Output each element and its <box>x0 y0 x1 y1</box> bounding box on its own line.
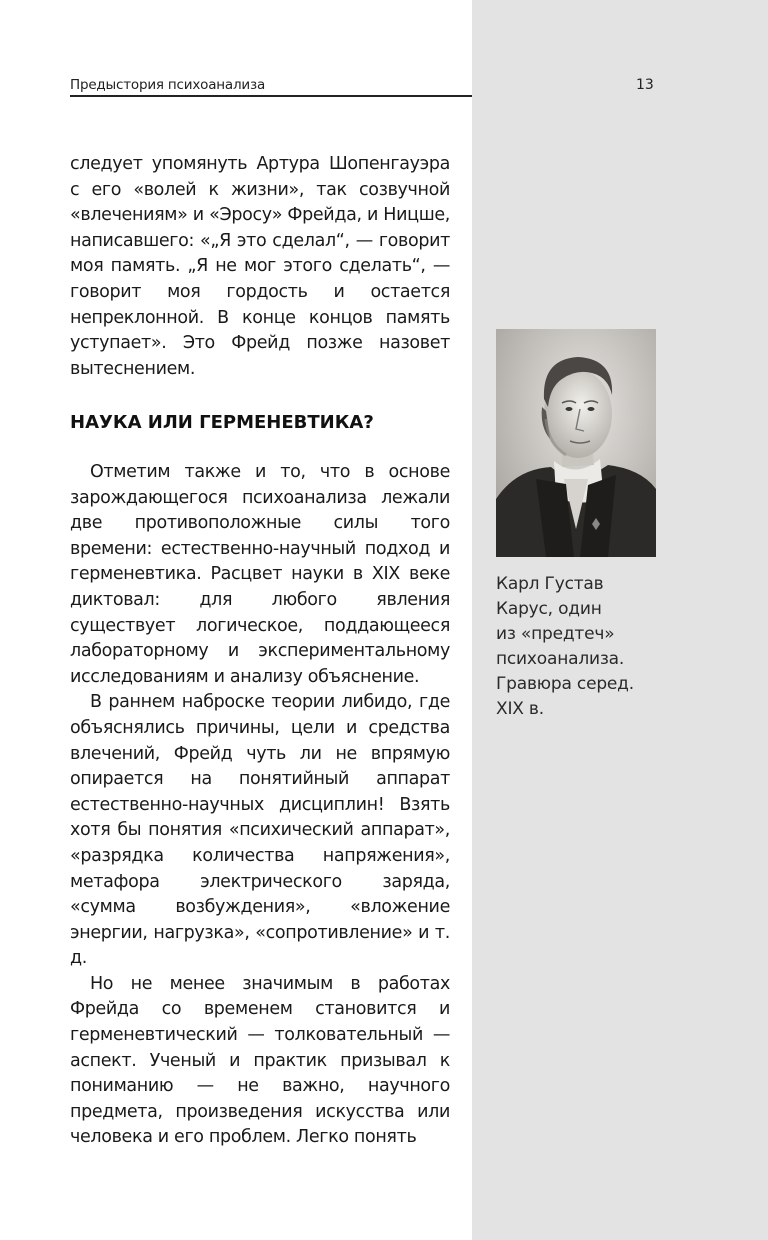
section-heading: НАУКА ИЛИ ГЕРМЕНЕВТИКА? <box>70 412 374 433</box>
portrait-caption <box>496 572 666 722</box>
portrait-engraving <box>496 329 656 557</box>
header-rule <box>70 95 472 97</box>
caption-line: Карус, один <box>496 599 602 619</box>
running-head-title: Предыстория психоанализа <box>70 77 266 93</box>
caption-line: психоанализа. <box>496 649 625 669</box>
paragraph: Но не менее значимым в работах Фрейда со временем становится и герменевтический — толковательный — аспект. Ученый и практик призывал к пониманию — не важно, научного предмета, произведения искусства или человека и его проблем. Легко понять <box>70 973 450 1148</box>
caption-line: Гравюра серед. <box>496 674 634 694</box>
caption-line: Карл Густав <box>496 574 604 594</box>
paragraph: В раннем наброске теории либидо, где объяснялись причины, цели и средства влечений, Фрейд чуть ли не впрямую опирается на понятийный аппарат естественно-научных дисциплин! Взять хотя бы понятия «психический аппарат», «разрядка количества напряжения», метафора электрического заряда, «сумма возбуждения», «вложение энергии, нагрузка», «сопротивление» и т. д. <box>70 692 450 969</box>
body-text-top <box>70 152 450 382</box>
paragraph: следует упомянуть Артура Шопенгауэра с его «волей к жизни», так созвучной «влечениям» и «Эросу» Фрейда, и Ницше, написавшего: «„Я это сделал“, — говорит моя память. „Я не мог этого сделать“, — говорит моя гордость и остается непреклонной. В конце концов память уступает». Это Фрейд позже назовет вытеснением. <box>70 154 450 379</box>
caption-line: из «предтеч» <box>496 624 615 644</box>
paragraph: Отметим также и то, что в основе зарождающегося психоанализа лежали две противоположные силы того времени: естественно-научный подход и герменевтика. Расцвет науки в XIX веке диктовал: для любого явления существует логическое, поддающееся лабораторному и экспериментальному исследованиям и анализу объяснение. <box>70 462 450 687</box>
body-text-lower <box>70 460 450 1151</box>
page-number: 13 <box>636 77 654 93</box>
caption-line: XIX в. <box>496 699 544 719</box>
